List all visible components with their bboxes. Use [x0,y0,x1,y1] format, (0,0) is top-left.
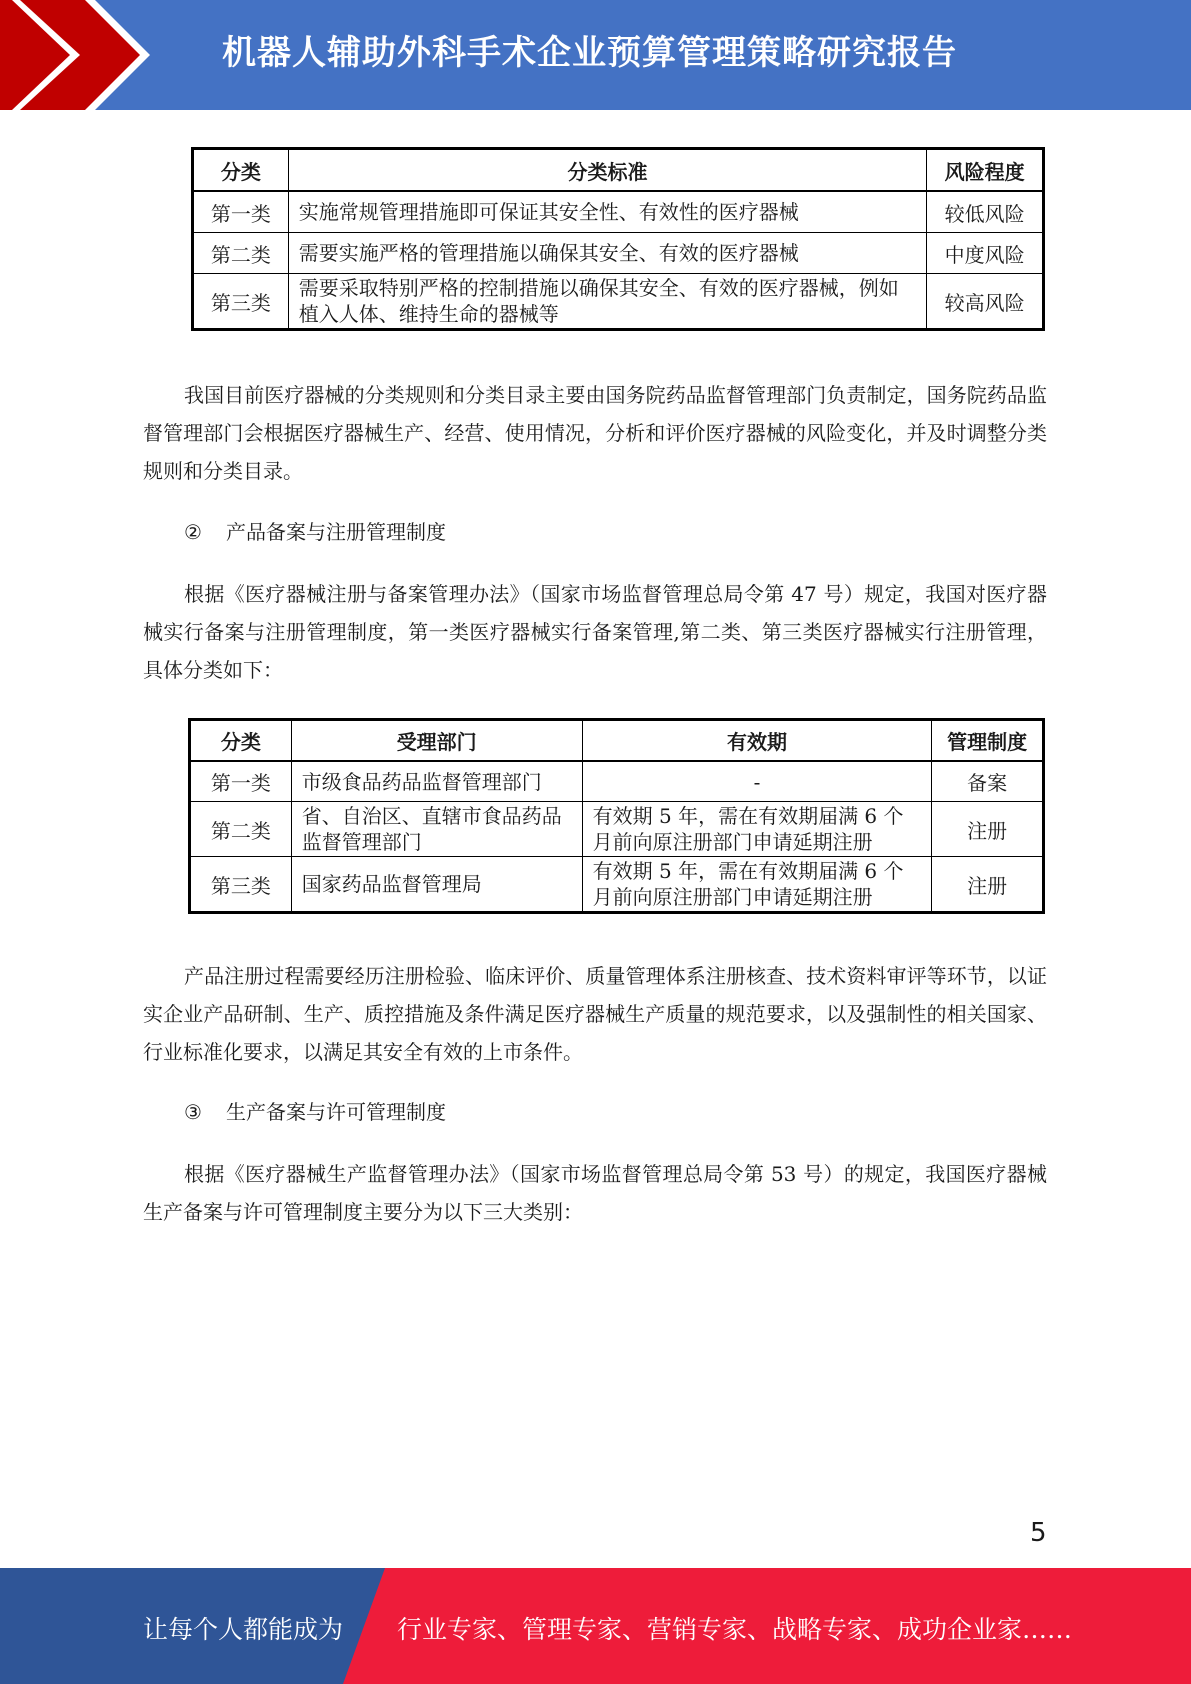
section-heading-production [184,1093,446,1131]
category-cell: 第三类 [190,857,292,913]
table-row [190,802,1044,857]
table-header-row [190,720,1044,762]
system-cell: 注册 [932,857,1044,913]
system-cell: 备案 [932,761,1044,802]
category-cell: 第二类 [193,233,289,274]
table-row [190,857,1044,913]
validity-cell: 有效期 5 年，需在有效期届满 6 个月前向原注册部门申请延期注册 [582,802,932,857]
registration-table [188,718,1045,914]
department-cell: 市级食品药品监督管理部门 [291,761,582,802]
footer-banner [0,1568,1191,1684]
paragraph-registration-process: 产品注册过程需要经历注册检验、临床评价、质量管理体系注册核查、技术资料审评等环节，以证实企业产品研制、生产、质控措施及条件满足医疗器械生产质量的规范要求，以及强制性的相关国家、行业标准化要求，以满足其安全有效的上市条件。 [143,964,1047,1064]
footer-slogan-right: 行业专家、管理专家、营销专家、战略专家、成功企业家…… [397,1615,1073,1644]
page-number: 5 [1030,1518,1047,1548]
paragraph-production-rules: 根据《医疗器械生产监督管理办法》（国家市场监督管理总局令第 53 号）的规定，我国医疗器械生产备案与许可管理制度主要分为以下三大类别： [143,1162,1047,1224]
section-heading-text: 产品备案与注册管理制度 [226,520,446,544]
risk-cell: 较低风险 [927,191,1044,233]
table-row [193,274,1044,330]
column-header: 分类 [193,149,289,192]
column-header: 管理制度 [932,720,1044,762]
department-cell: 国家药品监督管理局 [291,857,582,913]
risk-cell: 中度风险 [927,233,1044,274]
column-header: 受理部门 [291,720,582,762]
classification-table [191,147,1045,331]
criteria-cell: 需要采取特别严格的控制措施以确保其安全、有效的医疗器械，例如植入人体、维持生命的器械等 [288,274,927,330]
table-row [193,233,1044,274]
validity-cell: 有效期 5 年，需在有效期届满 6 个月前向原注册部门申请延期注册 [582,857,932,913]
table-row [193,191,1044,233]
paragraph-registration-rules: 根据《医疗器械注册与备案管理办法》（国家市场监督管理总局令第 47 号）规定，我国对医疗器械实行备案与注册管理制度，第一类医疗器械实行备案管理,第二类、第三类医疗器械实行注册管理，具体分类如下： [143,582,1047,682]
section-heading-text: 生产备案与许可管理制度 [226,1100,446,1124]
risk-cell: 较高风险 [927,274,1044,330]
category-cell: 第三类 [193,274,289,330]
validity-cell: - [582,761,932,802]
paragraph-classification-rules: 我国目前医疗器械的分类规则和分类目录主要由国务院药品监督管理部门负责制定，国务院药品监督管理部门会根据医疗器械生产、经营、使用情况，分析和评价医疗器械的风险变化，并及时调整分类规则和分类目录。 [143,383,1047,483]
category-cell: 第一类 [193,191,289,233]
category-cell: 第一类 [190,761,292,802]
report-title: 机器人辅助外科手术企业预算管理策略研究报告 [222,33,957,73]
header-banner [0,0,1191,110]
column-header: 风险程度 [927,149,1044,192]
criteria-cell: 需要实施严格的管理措施以确保其安全、有效的医疗器械 [288,233,927,274]
footer-slogan-left: 让每个人都能成为 [143,1615,344,1644]
table-row [190,761,1044,802]
table-header-row [193,149,1044,192]
section-number: ③ [184,1100,202,1124]
column-header: 分类标准 [288,149,927,192]
column-header: 分类 [190,720,292,762]
department-cell: 省、自治区、直辖市食品药品监督管理部门 [291,802,582,857]
column-header: 有效期 [582,720,932,762]
system-cell: 注册 [932,802,1044,857]
category-cell: 第二类 [190,802,292,857]
criteria-cell: 实施常规管理措施即可保证其安全性、有效性的医疗器械 [288,191,927,233]
section-number: ② [184,520,202,544]
section-heading-registration [184,513,446,551]
